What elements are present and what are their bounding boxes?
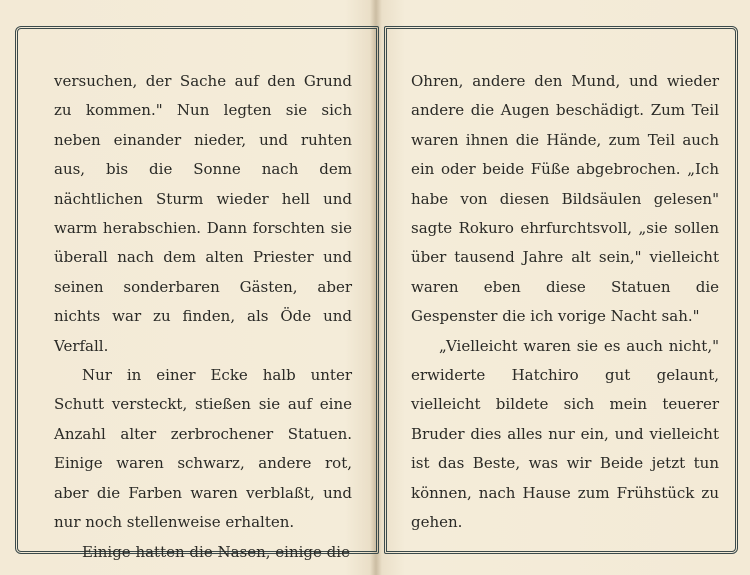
right-paragraph-2: „Vielleicht waren sie es auch nicht," erwiderte Hatchiro gut gelaunt, vielleicht bildete sich mein teuerer Bruder dies alles nur ein, und vielleicht ist das Beste, was wir Beide jetzt tun können, nach Hause zum Frühstück zu gehen. xyxy=(411,336,719,532)
left-paragraph-1: versuchen, der Sache auf den Grund zu kommen." Nun legten sie sich neben einander nieder, und ruhten aus, bis die Sonne nach dem nächtlichen Sturm wieder hell und warm herabschien. Dann forschten sie überall nach dem alten Priester und seinen sonderbaren Gästen, aber nichts war zu finden, als Öde und Verfall. xyxy=(54,72,352,355)
left-page xyxy=(15,26,379,561)
right-page xyxy=(384,26,738,554)
left-paragraph-3: Einige hatten die Nasen, einige die xyxy=(82,542,350,561)
left-paragraph-2: Nur in einer Ecke halb unter Schutt versteckt, stießen sie auf eine Anzahl alter zerbrochener Statuen. Einige waren schwarz, andere rot, aber die Farben waren verblaßt, und nur noch stellenweise erhalten. xyxy=(54,366,352,532)
right-paragraph-1: Ohren, andere den Mund, und wieder andere die Augen beschädigt. Zum Teil waren ihnen die Hände, zum Teil auch ein oder beide Füße abgebrochen. „Ich habe von diesen Bildsäulen gelesen" sagte Rokuro ehrfurchtsvoll, „sie sollen über tausend Jahre alt sein," vielleicht waren eben diese Statuen die Gespenster die ich vorige Nacht sah." xyxy=(411,72,719,326)
right-page-text xyxy=(411,67,719,538)
left-page-text xyxy=(54,67,352,567)
